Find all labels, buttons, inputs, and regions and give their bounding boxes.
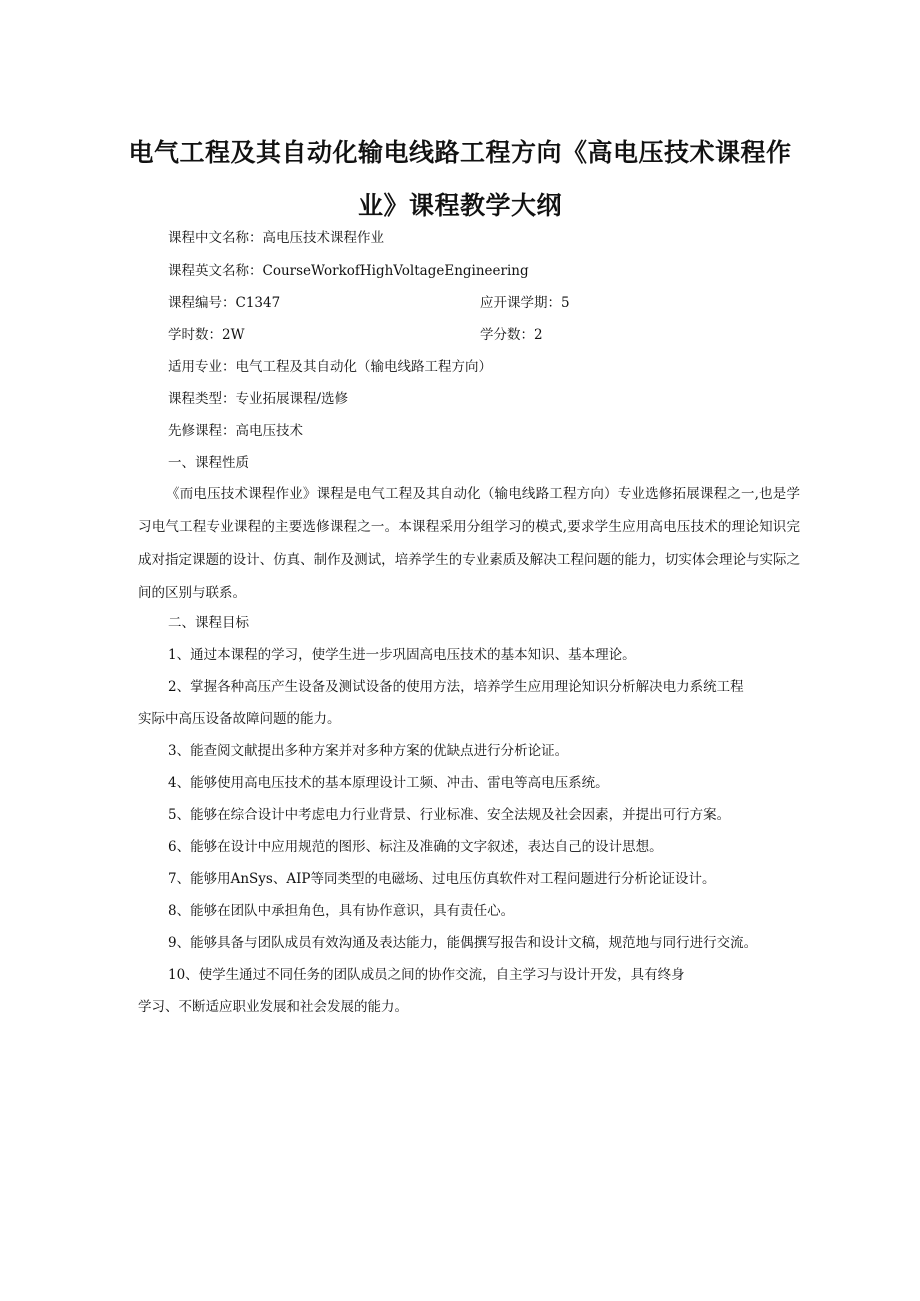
goal-item-7: 7、能够用AnSys、AIP等同类型的电磁场、过电压仿真软件对工程问题进行分析论证设计。 bbox=[168, 871, 716, 887]
course-english-name: 课程英文名称：CourseWorkofHighVoltageEngineering bbox=[168, 263, 529, 279]
goal-item-5: 5、能够在综合设计中考虑电力行业背景、行业标准、安全法规及社会因素，并提出可行方案。 bbox=[168, 807, 731, 823]
goal-item-4: 4、能够使用高电压技术的基本原理设计工频、冲击、雷电等高电压系统。 bbox=[168, 775, 609, 791]
goal-item-8: 8、能够在团队中承担角色，具有协作意识，具有责任心。 bbox=[168, 903, 515, 919]
course-code: 课程编号：C1347 bbox=[168, 295, 281, 311]
goal-item-9: 9、能够具备与团队成员有效沟通及表达能力，能偶撰写报告和设计文稿，规范地与同行进行交流。 bbox=[168, 935, 758, 951]
course-major: 适用专业：电气工程及其自动化（输电线路工程方向） bbox=[168, 359, 492, 375]
course-credits: 学分数：2 bbox=[480, 327, 543, 343]
section-heading-nature: 一、课程性质 bbox=[168, 455, 249, 471]
goal-item-3: 3、能查阅文献提出多种方案并对多种方案的优缺点进行分析论证。 bbox=[168, 743, 569, 759]
course-chinese-name: 课程中文名称：高电压技术课程作业 bbox=[168, 230, 384, 246]
document-title-line-1: 电气工程及其自动化输电线路工程方向《高电压技术课程作 bbox=[128, 138, 792, 167]
goal-item-10: 10、使学生通过不同任务的团队成员之间的协作交流，自主学习与设计开发，具有终身 bbox=[168, 967, 685, 983]
course-prerequisite: 先修课程：高电压技术 bbox=[168, 423, 303, 439]
goal-item-10-continued: 学习、不断适应职业发展和社会发展的能力。 bbox=[138, 999, 408, 1015]
goal-item-1: 1、通过本课程的学习，使学生进一步巩固高电压技术的基本知识、基本理论。 bbox=[168, 647, 636, 663]
document-title-line-2: 业》课程教学大纲 bbox=[357, 191, 562, 220]
course-semester: 应开课学期：5 bbox=[480, 295, 570, 311]
goal-item-2-continued: 实际中高压设备故障问题的能力。 bbox=[138, 711, 341, 727]
course-nature-paragraph: 《而电压技术课程作业》课程是电气工程及其自动化（输电线路工程方向）专业选修拓展课程之一,也是学习电气工程专业课程的主要选修课程之一。本课程采用分组学习的模式,要求学生应用高电压技术的理论知识完成对指定课题的设计、仿真、制作及测试，培养学生的专业素质及解决工程问题的能力，切实体会理论与实际之间的区别与联系。 bbox=[138, 486, 800, 601]
goal-item-2: 2、掌握各种高压产生设备及测试设备的使用方法，培养学生应用理论知识分析解决电力系统工程 bbox=[168, 679, 744, 695]
goal-item-6: 6、能够在设计中应用规范的图形、标注及准确的文字叙述，表达自己的设计思想。 bbox=[168, 839, 663, 855]
course-hours: 学时数：2W bbox=[168, 327, 245, 343]
course-type: 课程类型：专业拓展课程/选修 bbox=[168, 391, 349, 407]
section-heading-goals: 二、课程目标 bbox=[168, 615, 249, 631]
